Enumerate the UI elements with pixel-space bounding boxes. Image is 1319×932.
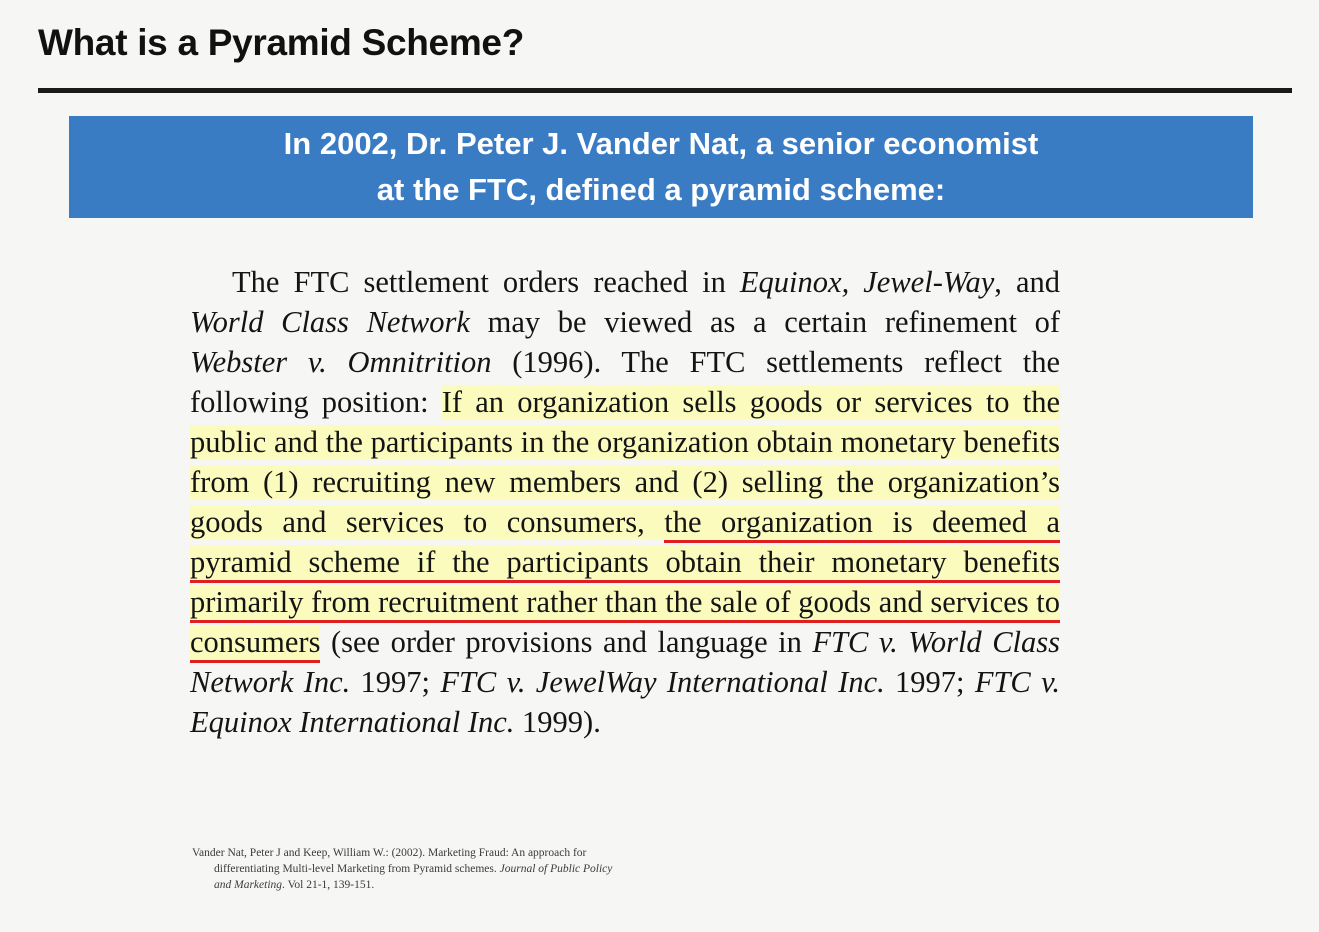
quote-seg-4: (1996). The FTC settlements reflect the following position: — [190, 345, 1060, 419]
citation-line-2: differentiating Multi-level Marketing from Pyramid schemes. — [214, 863, 500, 875]
quote-seg-7: 1997; — [884, 665, 975, 699]
case-name-world-class-network: World Class Network — [190, 305, 470, 339]
quote-seg-6: 1997; — [350, 665, 441, 699]
case-name-equinox-jewelway: Equinox, Jewel-Way — [739, 265, 995, 299]
citation-line-1: Vander Nat, Peter J and Keep, William W.: (2002). Marketing Fraud: An approach for — [192, 847, 587, 859]
citation-journal-name: Journal of Public Policy — [499, 863, 613, 875]
citation-case-world-class: FTC v. World Class Network Inc. — [190, 625, 1060, 699]
quote-seg-5: (see order provisions and language in — [320, 625, 813, 659]
underlined-passage: the organization is deemed a pyramid scheme if the participants obtain their monetary benefits primarily from recruitment rather than the sale of goods and services to consumers — [190, 505, 1060, 663]
banner-text — [270, 121, 1053, 213]
citation-case-jewelway: FTC v. JewelWay International Inc. — [440, 665, 885, 699]
quote-paragraph — [190, 262, 1060, 742]
banner-line-2: at the FTC, defined a pyramid scheme: — [376, 172, 946, 207]
banner-line-1: In 2002, Dr. Peter J. Vander Nat, a senior economist — [283, 126, 1039, 162]
quote-seg-1: The FTC settlement orders reached in — [232, 265, 740, 299]
citation-case-equinox: FTC v. Equinox International Inc. — [190, 665, 1060, 739]
page-title: What is a Pyramid Scheme? — [38, 22, 525, 63]
quote-excerpt — [190, 262, 1060, 742]
quote-seg-3: may be viewed as a certain refinement of — [469, 305, 1060, 339]
highlighted-passage: If an organization sells goods or services to the public and the participants in the organization obtain monetary benefits from (1) recruiting new members and (2) selling the organization’s goods and services to consumers, — [190, 385, 1060, 539]
source-citation — [192, 845, 832, 893]
citation-line-3: . Vol 21-1, 139-151. — [282, 879, 375, 891]
citation-journal-name-cont: and Marketing — [214, 879, 283, 891]
title-divider — [38, 88, 1292, 93]
quote-seg-8: 1999). — [514, 705, 601, 739]
case-name-webster-omnitrition: Webster v. Omnitrition — [190, 345, 492, 379]
quote-seg-2: , and — [994, 265, 1060, 299]
definition-banner — [69, 116, 1253, 218]
